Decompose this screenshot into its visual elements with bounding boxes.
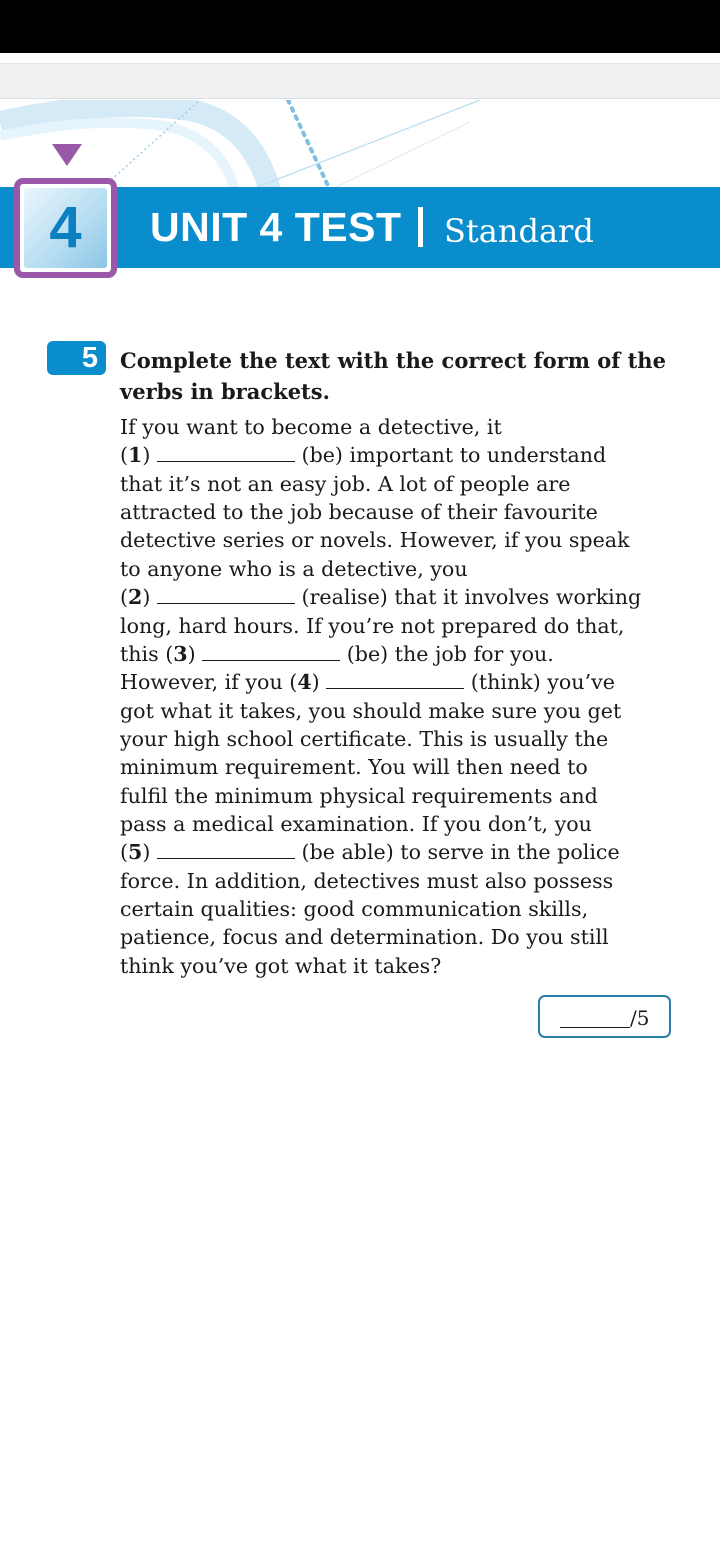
text-line: minimum requirement. You will then need to [120,755,588,780]
unit-badge-fill [24,188,107,268]
exercise-number: 5 [81,342,98,374]
text-line: If you want to become a detective, it [120,415,502,439]
exercise-number-badge [47,341,106,375]
answer-blank[interactable] [202,640,340,661]
text-segment: However, if you ( [120,670,298,695]
text-segment: (be able) to serve in the police [294,840,620,865]
text-line: to anyone who is a detective, you [120,556,468,581]
text-segment: ) [311,670,327,695]
answer-blank[interactable] [326,668,464,689]
text-segment: ) [142,585,157,610]
text-segment: (think) you’ve [464,670,615,695]
text-line: force. In addition, detectives must also possess [120,868,614,893]
text-line: detective series or novels. However, if you speak [120,528,630,553]
browser-toolbar-strip [0,63,720,99]
gap-number: 3 [173,641,188,666]
text-segment: ( [120,443,129,468]
gap-number: 4 [297,670,312,695]
text-line: got what it takes, you should make sure you get [120,698,622,723]
text-line [120,838,620,866]
text-segment: (be) the job for you. [340,641,554,666]
status-bar [0,0,720,53]
text-line: patience, focus and determination. Do you still [120,925,609,950]
unit-number: 4 [49,195,82,260]
text-line: attracted to the job because of their favourite [120,500,598,525]
text-line: fulfil the minimum physical requirements and [120,783,598,808]
title-divider [418,207,423,247]
text-line: pass a medical examination. If you don’t, you [120,811,592,836]
exercise-instruction: Complete the text with the correct form of the verbs in brackets. [120,348,666,404]
text-segment: ) [187,641,203,666]
score-total: /5 [630,1006,650,1030]
gap-number: 1 [128,443,143,468]
text-line [120,441,606,469]
score-blank[interactable] [560,1027,630,1028]
text-line [120,640,554,668]
text-line [120,583,641,611]
text-segment: (realise) that it involves working [294,585,642,610]
answer-blank[interactable] [157,583,295,604]
unit-title: UNIT 4 TEST [150,204,402,250]
status-gap [0,53,720,63]
text-segment: ( [120,840,129,865]
gap-number: 2 [128,585,143,610]
text-line: long, hard hours. If you’re not prepared do that, [120,613,625,638]
text-segment: ( [120,585,129,610]
text-line: your high school certificate. This is usually the [120,726,609,751]
header-decoration [0,100,720,190]
text-line: that it’s not an easy job. A lot of people are [120,471,571,496]
triangle-marker-icon [52,144,82,166]
unit-level: Standard [444,212,594,250]
text-segment: ) [142,840,157,865]
score-box [538,995,671,1038]
text-segment: this ( [120,641,174,666]
text-segment: ) [142,443,157,468]
text-line: think you’ve got what it takes? [120,953,442,978]
unit-number-badge [14,178,117,278]
text-segment: (be) important to understand [294,443,607,468]
answer-blank[interactable] [157,441,295,462]
text-line: certain qualities: good communication skills, [120,897,589,921]
text-line [120,668,615,696]
gap-number: 5 [128,840,143,865]
answer-blank[interactable] [157,838,295,859]
